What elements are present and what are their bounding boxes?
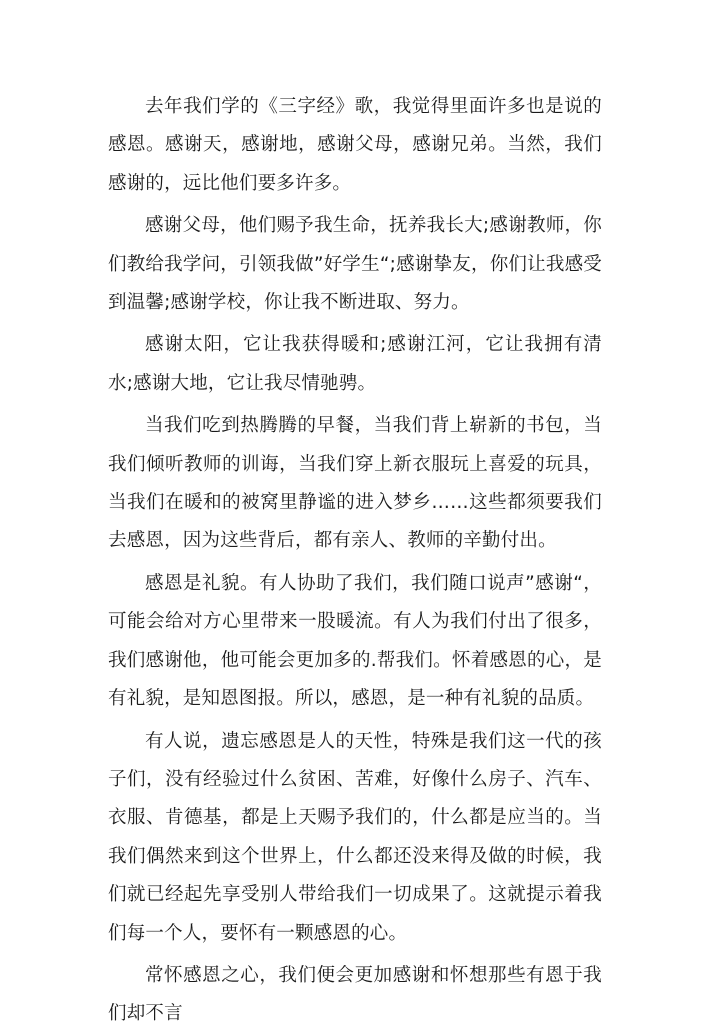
paragraph-5: 感恩是礼貌。有人协助了我们，我们随口说声”感谢“，可能会给对方心里带来一股暖流。有人为我们付出了很多，我们感谢他，他可能会更加多的.帮我们。怀着感恩的心，是有礼貌，是知恩图报。所以，感恩，是一种有礼貌的品质。 <box>108 572 602 710</box>
paragraph-1: 去年我们学的《三字经》歌，我觉得里面许多也是说的感恩。感谢天，感谢地，感谢父母，感谢兄弟。当然，我们感谢的，远比他们要多许多。 <box>108 96 602 194</box>
paragraph-2: 感谢父母，他们赐予我生命，抚养我长大;感谢教师，你们教给我学问，引领我做”好学生“;感谢挚友，你们让我感受到温馨;感谢学校，你让我不断进取、努力。 <box>108 215 602 314</box>
paragraph-7: 常怀感恩之心，我们便会更加感谢和怀想那些有恩于我们却不言 <box>108 964 602 1025</box>
paragraph-4: 当我们吃到热腾腾的早餐，当我们背上崭新的书包，当我们倾听教师的训诲，当我们穿上新衣服玩上喜爱的玩具，当我们在暖和的被窝里静谧的进入梦乡……这些都须要我们去感恩，因为这些背后，都有亲人、教师的辛勤付出。 <box>108 415 602 552</box>
paragraph-3: 感谢太阳，它让我获得暖和;感谢江河，它让我拥有清水;感谢大地，它让我尽情驰骋。 <box>108 334 602 394</box>
paragraph-6: 有人说，遗忘感恩是人的天性，特殊是我们这一代的孩子们，没有经验过什么贫困、苦难，好像什么房子、汽车、衣服、肯德基，都是上天赐予我们的，什么都是应当的。当我们偶然来到这个世界上，什么都还没来得及做的时候，我们就已经起先享受别人带给我们一切成果了。这就提示着我们每一个人，要怀有一颗感恩的心。 <box>108 730 602 944</box>
